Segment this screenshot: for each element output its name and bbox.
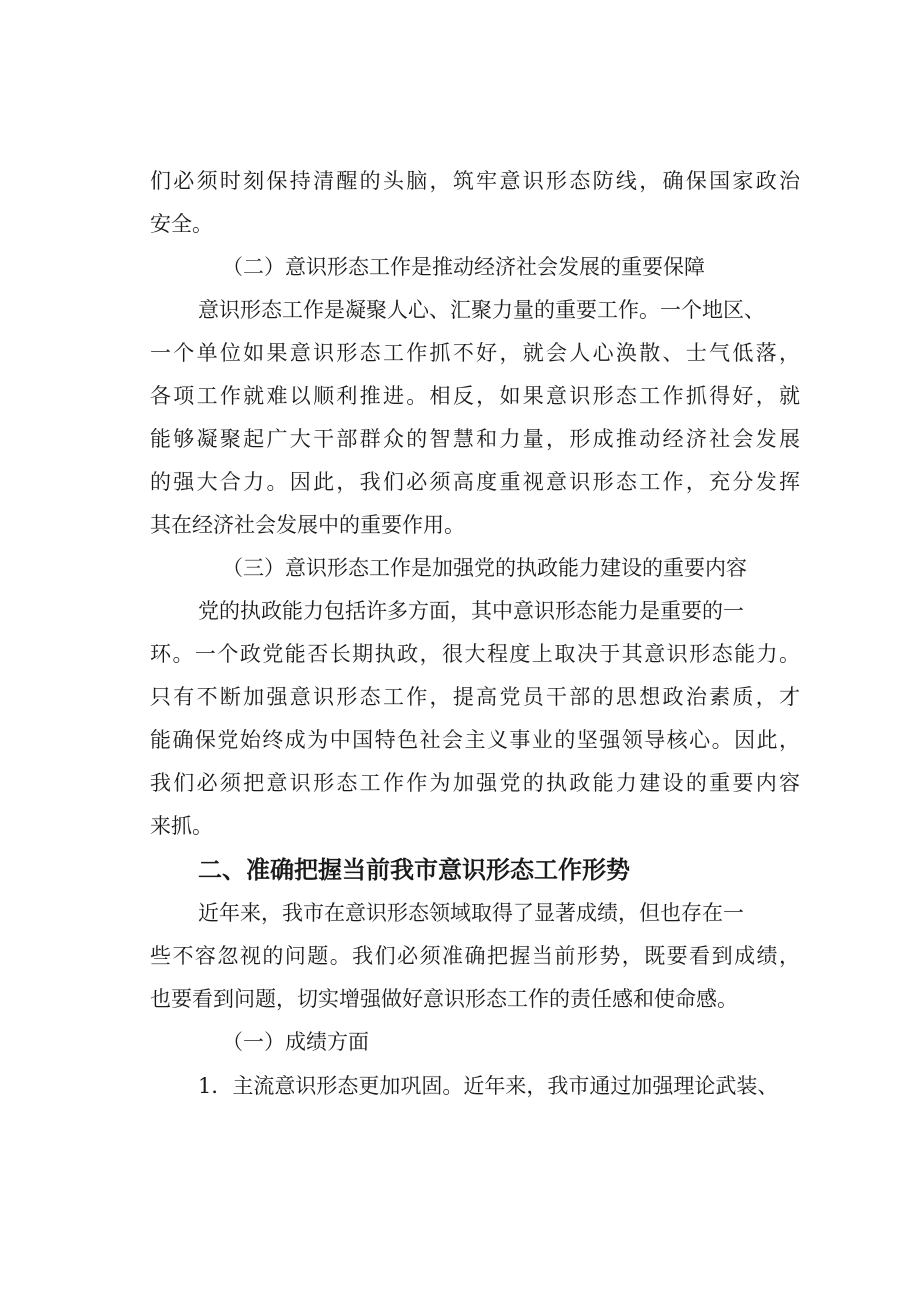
text-line: 安全。 xyxy=(150,212,213,236)
subsection-heading: （二）意识形态工作是推动经济社会发展的重要保障 xyxy=(222,255,705,279)
text-line: 些不容忽视的问题。我们必须准确把握当前形势，既要看到成绩， xyxy=(150,944,800,968)
text-line: 只有不断加强意识形态工作，提高党员干部的思想政治素质，才 xyxy=(150,685,800,709)
text-line: 我们必须把意识形态工作作为加强党的执政能力建设的重要内容 xyxy=(150,771,800,795)
text-line: 的强大合力。因此，我们必须高度重视意识形态工作，充分发挥 xyxy=(150,470,800,494)
text-line: 其在经济社会发展中的重要作用。 xyxy=(150,513,465,537)
text-line: 也要看到问题，切实增强做好意识形态工作的责任感和使命感。 xyxy=(150,987,738,1011)
subsection-heading: （一）成绩方面 xyxy=(222,1030,369,1054)
text-line: 近年来，我市在意识形态领域取得了显著成绩，但也存在一 xyxy=(198,901,744,925)
text-line: 来抓。 xyxy=(150,814,213,838)
text-line: 党的执政能力包括许多方面，其中意识形态能力是重要的一 xyxy=(198,599,744,623)
text-line: 能够凝聚起广大干部群众的智慧和力量，形成推动经济社会发展 xyxy=(150,427,800,451)
section-heading: 二、准确把握当前我市意识形态工作形势 xyxy=(198,856,630,884)
text-line: 环。一个政党能否长期执政，很大程度上取决于其意识形态能力。 xyxy=(150,642,800,666)
text-line: 各项工作就难以顺利推进。相反，如果意识形态工作抓得好，就 xyxy=(150,384,800,408)
text-line: 们必须时刻保持清醒的头脑，筑牢意识形态防线，确保国家政治 xyxy=(150,169,800,193)
text-line: 意识形态工作是凝聚人心、汇聚力量的重要工作。一个地区、 xyxy=(198,298,765,322)
text-line: 1．主流意识形态更加巩固。近年来，我市通过加强理论武装、 xyxy=(198,1074,779,1098)
subsection-heading: （三）意识形态工作是加强党的执政能力建设的重要内容 xyxy=(222,556,747,580)
text-line: 能确保党始终成为中国特色社会主义事业的坚强领导核心。因此， xyxy=(150,728,800,752)
text-line: 一个单位如果意识形态工作抓不好，就会人心涣散、士气低落， xyxy=(150,341,800,365)
